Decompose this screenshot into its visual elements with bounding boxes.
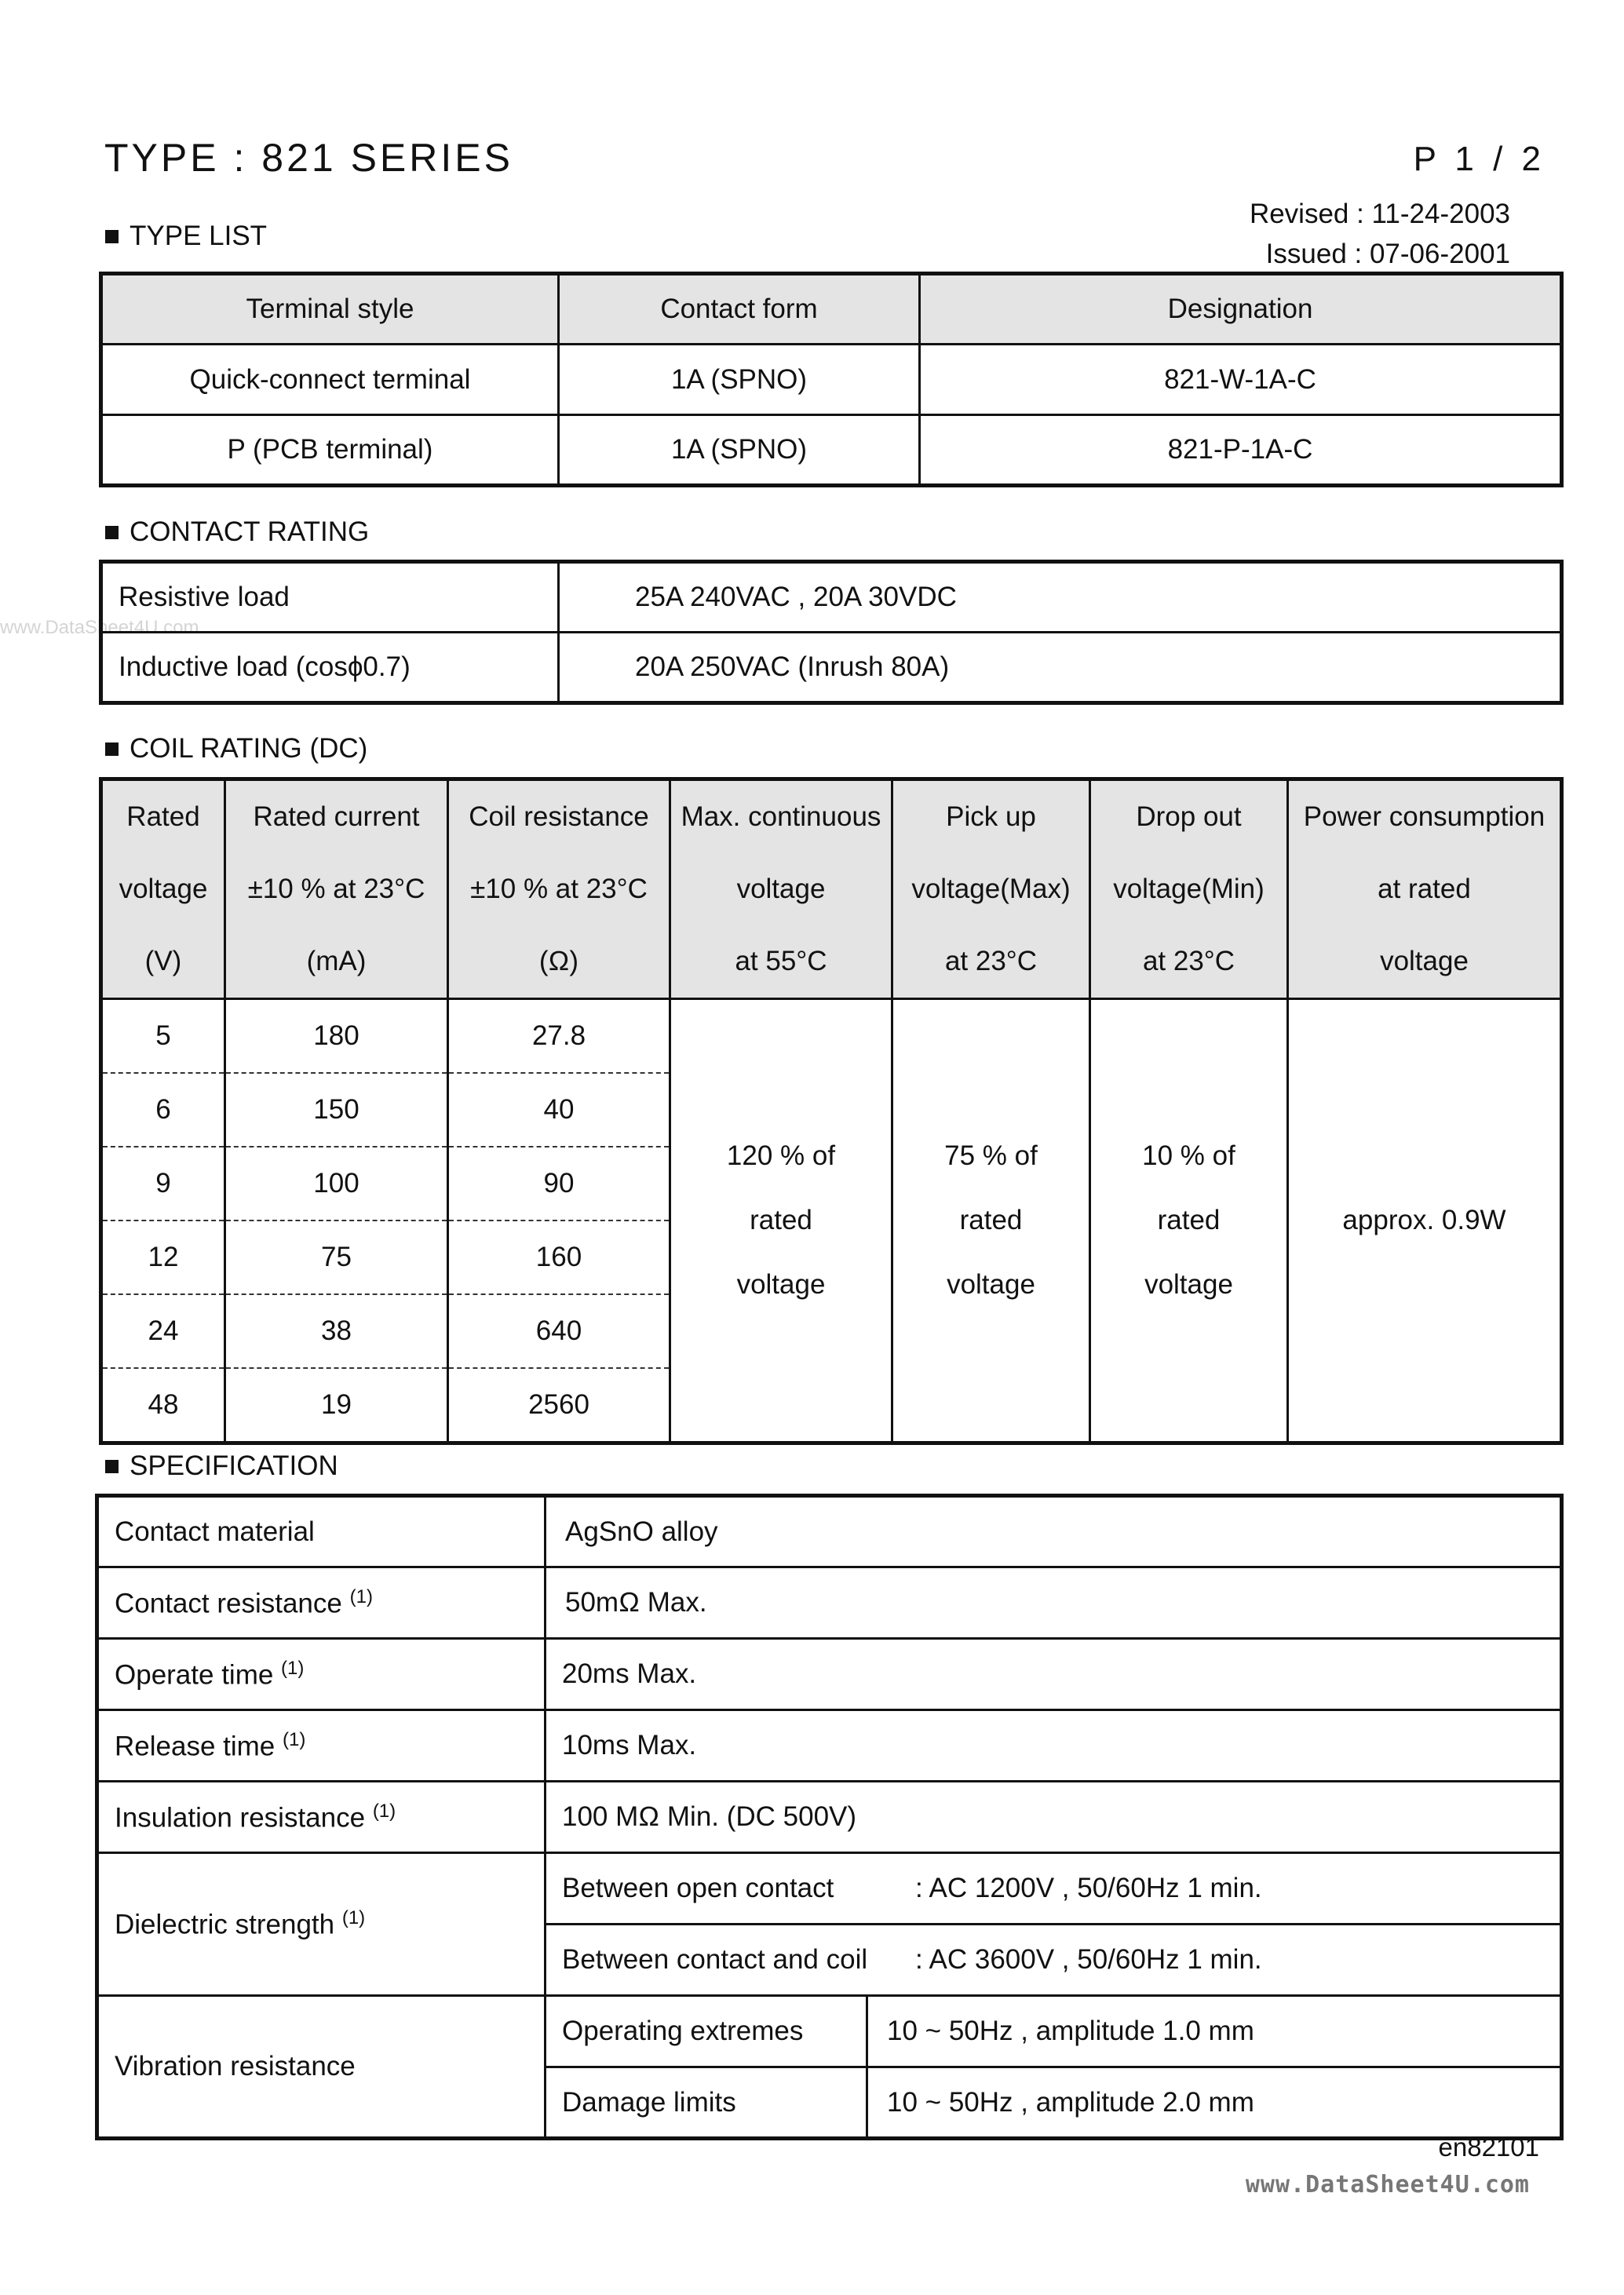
section-type-list [105, 221, 267, 252]
dielectric-condition: Between contact and coil [562, 1944, 868, 1975]
max-continuous-cell: 120 % of rated voltage [670, 999, 892, 1443]
bullet-square-icon [105, 1460, 119, 1473]
spec-value: 10 ~ 50Hz , amplitude 2.0 mm [867, 2067, 1562, 2139]
dielectric-condition: Between open contact [562, 1873, 834, 1903]
column-header: Designation [920, 274, 1562, 345]
column-header: Terminal style [101, 274, 559, 345]
bullet-square-icon [105, 230, 119, 243]
spec-label: Insulation resistance $^{(1)}$ [97, 1782, 546, 1853]
power-consumption-cell: approx. 0.9W [1288, 999, 1562, 1443]
table-row [97, 1853, 1562, 1925]
table-cell: Inductive load (cosϕ0.7) [101, 633, 559, 703]
table-cell: 180 [225, 999, 448, 1074]
table-cell: 27.8 [448, 999, 670, 1074]
spec-label: Dielectric strength $^{(1)}$ [97, 1853, 546, 1996]
table-row [97, 1710, 1562, 1782]
column-header: Rated current ±10 % at 23°C (mA) [225, 779, 448, 999]
table-row [97, 1496, 1562, 1567]
footnote-ref: (1) [281, 1657, 305, 1679]
spec-value: 20ms Max. [546, 1639, 1562, 1710]
specification-table [95, 1494, 1564, 2140]
spec-value: 10 ~ 50Hz , amplitude 1.0 mm [867, 1996, 1562, 2067]
table-row [97, 1639, 1562, 1710]
spec-value: AgSnO alloy [546, 1496, 1562, 1567]
table-cell: Resistive load [101, 562, 559, 633]
table-cell: 821-P-1A-C [920, 415, 1562, 486]
footnote-ref: (1) [372, 1800, 396, 1822]
table-cell: 2560 [448, 1368, 670, 1443]
document-title: TYPE : 821 SERIES [104, 136, 513, 180]
document-id: en82101 [1438, 2133, 1539, 2162]
table-cell: 150 [225, 1073, 448, 1147]
spec-value: 50mΩ Max. [546, 1567, 1562, 1639]
table-cell: 48 [101, 1368, 225, 1443]
table-cell: 6 [101, 1073, 225, 1147]
pick-up-cell: 75 % of rated voltage [892, 999, 1090, 1443]
table-cell: 160 [448, 1220, 670, 1294]
column-header: Rated voltage (V) [101, 779, 225, 999]
table-row [97, 1567, 1562, 1639]
table-cell: 75 [225, 1220, 448, 1294]
spec-label: Release time $^{(1)}$ [97, 1710, 546, 1782]
spec-label: Vibration resistance [97, 1996, 546, 2139]
spec-subcategory: Damage limits [546, 2067, 867, 2139]
table-row [101, 345, 1562, 415]
table-row [101, 999, 1562, 1074]
table-cell: 40 [448, 1073, 670, 1147]
column-header: Power consumption at rated voltage [1288, 779, 1562, 999]
spec-label: Contact resistance $^{(1)}$ [97, 1567, 546, 1639]
table-cell: 19 [225, 1368, 448, 1443]
coil-rating-table [99, 777, 1564, 1445]
section-coil-rating [105, 733, 367, 764]
spec-label: Operate time $^{(1)}$ [97, 1639, 546, 1710]
table-cell: 5 [101, 999, 225, 1074]
table-row [101, 633, 1562, 703]
table-cell: 12 [101, 1220, 225, 1294]
section-heading: COIL RATING (DC) [130, 733, 368, 764]
section-heading: SPECIFICATION [130, 1450, 338, 1481]
table-header-row [101, 274, 1562, 345]
column-header: Max. continuous voltage at 55°C [670, 779, 892, 999]
footnote-ref: (1) [349, 1585, 373, 1607]
contact-rating-table [99, 560, 1564, 705]
column-header: Drop out voltage(Min) at 23°C [1090, 779, 1288, 999]
bullet-square-icon [105, 526, 119, 539]
footnote-ref: (1) [283, 1728, 306, 1750]
spec-value [546, 1853, 1562, 1925]
table-cell: 24 [101, 1294, 225, 1368]
table-row [101, 562, 1562, 633]
spec-subcategory: Operating extremes [546, 1996, 867, 2067]
dielectric-rating: : AC 3600V , 50/60Hz 1 min. [915, 1944, 1262, 1975]
spec-value: 100 MΩ Min. (DC 500V) [546, 1782, 1562, 1853]
type-list-table [99, 272, 1564, 487]
section-heading: TYPE LIST [130, 221, 268, 251]
table-cell: 90 [448, 1147, 670, 1220]
table-cell: 25A 240VAC , 20A 30VDC [559, 562, 1562, 633]
table-cell: 100 [225, 1147, 448, 1220]
table-cell: 38 [225, 1294, 448, 1368]
table-cell: 821-W-1A-C [920, 345, 1562, 415]
bullet-square-icon [105, 742, 119, 756]
column-header: Coil resistance ±10 % at 23°C (Ω) [448, 779, 670, 999]
table-cell: Quick-connect terminal [101, 345, 559, 415]
revised-date: Revised : 11-24-2003 [1249, 199, 1510, 229]
dielectric-rating: : AC 1200V , 50/60Hz 1 min. [915, 1873, 1262, 1903]
table-cell: 640 [448, 1294, 670, 1368]
table-row [97, 1996, 1562, 2067]
table-header-row [101, 779, 1562, 999]
revision-block [1250, 194, 1510, 274]
watermark: www.DataSheet4U.com [0, 617, 199, 638]
footnote-ref: (1) [341, 1907, 366, 1929]
spec-label: Contact material [97, 1496, 546, 1567]
section-specification [105, 1450, 338, 1482]
table-cell: 20A 250VAC (Inrush 80A) [559, 633, 1562, 703]
spec-value: 10ms Max. [546, 1710, 1562, 1782]
column-header: Pick up voltage(Max) at 23°C [892, 779, 1090, 999]
section-contact-rating [105, 516, 369, 548]
footer-site: www.DataSheet4U.com [1245, 2171, 1530, 2198]
drop-out-cell: 10 % of rated voltage [1090, 999, 1288, 1443]
column-header: Contact form [559, 274, 920, 345]
page-number: P 1 / 2 [1413, 140, 1546, 178]
table-cell: P (PCB terminal) [101, 415, 559, 486]
table-row [97, 1782, 1562, 1853]
section-heading: CONTACT RATING [130, 516, 370, 547]
issued-date: Issued : 07-06-2001 [1265, 239, 1510, 269]
spec-value [546, 1925, 1562, 1996]
table-cell: 9 [101, 1147, 225, 1220]
table-cell: 1A (SPNO) [559, 415, 920, 486]
table-row [101, 415, 1562, 486]
table-cell: 1A (SPNO) [559, 345, 920, 415]
